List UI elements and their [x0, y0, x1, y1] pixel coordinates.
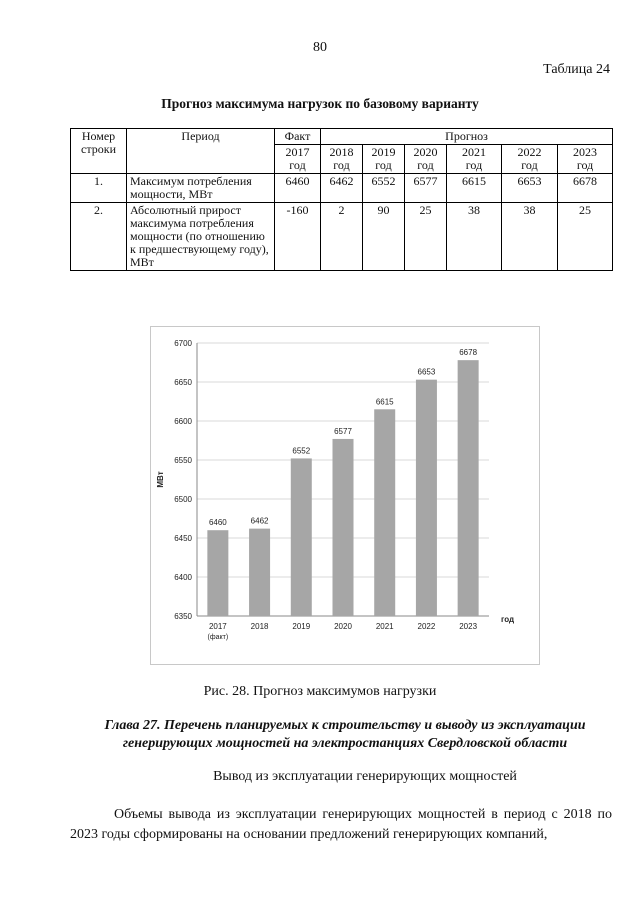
row-label: Абсолютный прирост максимума потребления мощности (по отношению к предшествующему году), МВт [127, 203, 275, 271]
year-cell: 2021 год [447, 145, 502, 174]
y-tick-label: 6700 [174, 339, 192, 348]
x-tick-label: 2020 [334, 622, 352, 631]
y-axis-title: МВт [156, 471, 165, 488]
y-tick-label: 6350 [174, 612, 192, 621]
value-cell: 38 [447, 203, 502, 271]
load-forecast-chart [150, 326, 540, 665]
chart-canvas [151, 327, 539, 664]
year-cell: 2020 год [405, 145, 447, 174]
value-cell: 6577 [405, 174, 447, 203]
bar-data-label: 6552 [292, 446, 311, 456]
header-row-number: Номер строки [71, 129, 127, 174]
bar-data-label: 6615 [375, 397, 394, 407]
value-cell: 6460 [275, 174, 321, 203]
value-cell: 90 [363, 203, 405, 271]
bar-data-label: 6577 [334, 426, 352, 436]
year-cell: 2022 год [502, 145, 558, 174]
y-tick-label: 6600 [174, 417, 192, 426]
bar-data-label: 6460 [208, 518, 227, 528]
table-row [71, 174, 613, 203]
value-cell: 25 [405, 203, 447, 271]
year-cell: 2023 год [558, 145, 613, 174]
header-forecast: Прогноз [321, 129, 613, 145]
bar [374, 409, 395, 616]
year-cell: 2019 год [363, 145, 405, 174]
x-tick-label: 2021 [375, 622, 394, 631]
bar-data-label: 6653 [417, 367, 436, 377]
figure-caption: Рис. 28. Прогноз максимумов нагрузки [203, 684, 437, 699]
row-number: 2. [71, 203, 127, 271]
x-tick-label: 2023 [459, 622, 478, 631]
value-cell: 6653 [502, 174, 558, 203]
bar-data-label: 6678 [459, 348, 478, 358]
table-header-row [71, 129, 613, 145]
section-title: Вывод из эксплуатации генерирующих мощностей [213, 769, 517, 784]
header-period: Период [127, 129, 275, 174]
y-tick-label: 6650 [174, 378, 192, 387]
value-cell: 38 [502, 203, 558, 271]
value-cell: 25 [558, 203, 613, 271]
y-tick-label: 6450 [174, 534, 192, 543]
x-tick-label: 2022 [417, 622, 436, 631]
forecast-table [70, 128, 613, 271]
page-number: 80 [313, 40, 327, 55]
value-cell: 6462 [321, 174, 363, 203]
x-axis-title: год [501, 615, 515, 624]
x-tick-label: 2018 [250, 622, 269, 631]
x-tick-sublabel: (факт) [207, 634, 229, 641]
x-tick-label: 2019 [292, 622, 311, 631]
y-tick-label: 6550 [174, 456, 192, 465]
year-cell: 2018 год [321, 145, 363, 174]
header-fact: Факт [275, 129, 321, 145]
bar [207, 530, 228, 616]
value-cell: 6615 [447, 174, 502, 203]
table-caption: Таблица 24 [543, 62, 610, 77]
y-tick-label: 6400 [174, 573, 192, 582]
row-number: 1. [71, 174, 127, 203]
x-tick-label: 2017 [208, 622, 227, 631]
row-label: Максимум потребления мощности, МВт [127, 174, 275, 203]
table-title: Прогноз максимума нагрузок по базовому варианту [161, 96, 479, 111]
y-tick-label: 6500 [174, 495, 192, 504]
year-cell: 2017 год [275, 145, 321, 174]
value-cell: 2 [321, 203, 363, 271]
bar [333, 439, 354, 616]
bar [249, 529, 270, 616]
table-row [71, 203, 613, 271]
value-cell: 6552 [363, 174, 405, 203]
body-paragraph: Объемы вывода из эксплуатации генерирующих мощностей в период с 2018 по 2023 годы сформированы на основании предложений генерирующих компаний, [70, 807, 612, 842]
value-cell: -160 [275, 203, 321, 271]
chapter-title: Глава 27. Перечень планируемых к строительству и выводу из эксплуатации генерирующих мощностей на электростанциях Свердловской области [104, 718, 586, 751]
bar [291, 458, 312, 616]
bar [458, 360, 479, 616]
bar-data-label: 6462 [250, 516, 269, 526]
bar [416, 380, 437, 616]
value-cell: 6678 [558, 174, 613, 203]
